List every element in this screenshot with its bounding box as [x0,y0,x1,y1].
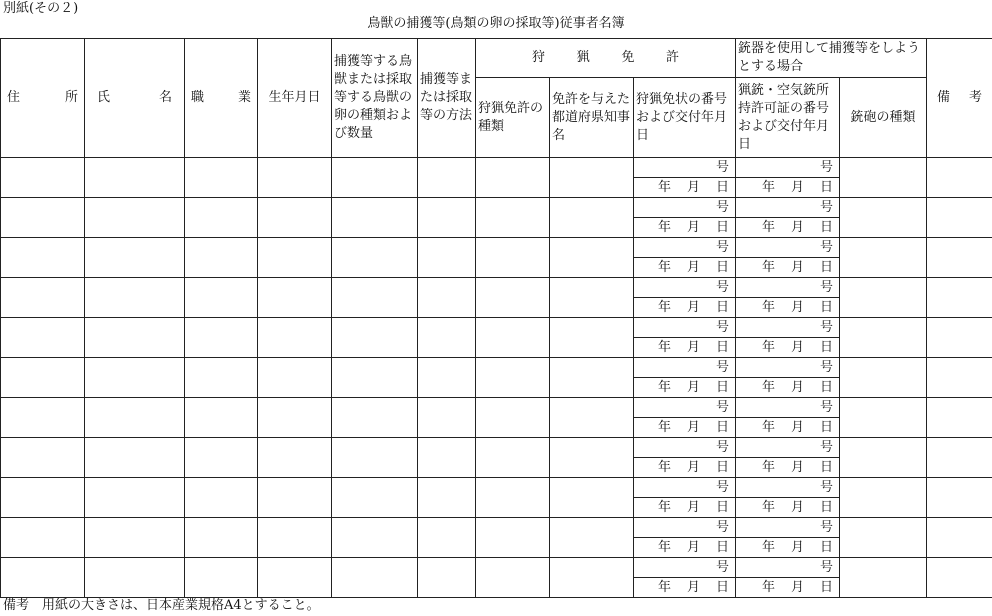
date-unit: 年 [657,579,671,595]
capture-method-cell[interactable] [418,558,476,598]
table-row [1,558,992,578]
date-unit: 日 [716,379,730,395]
birthdate-cell[interactable] [258,198,332,238]
capture-method-cell[interactable] [418,398,476,438]
name-cell[interactable] [85,558,185,598]
header-name: 氏 名 [85,39,185,158]
date-units [736,379,839,397]
form-title: 鳥獣の捕獲等(鳥類の卵の採取等)従事者名簿 [367,16,625,31]
number-suffix: 号 [820,559,834,575]
date-unit: 年 [657,219,671,235]
table-row [1,518,992,538]
species-quantity-cell[interactable] [332,558,418,598]
occupation-cell[interactable] [185,278,258,318]
remarks-cell[interactable] [927,278,992,318]
gun-type-cell[interactable] [840,398,927,438]
address-cell[interactable] [1,438,85,478]
date-units [736,179,839,197]
header-issuing-prefecture: 免許を与えた都道府県知事名 [550,78,634,158]
date-unit: 日 [820,179,834,195]
date-unit: 年 [761,539,775,555]
species-quantity-cell[interactable] [332,198,418,238]
table-row [1,158,992,178]
birthdate-cell[interactable] [258,398,332,438]
header-address: 住 所 [1,39,85,158]
issuing-prefecture-cell[interactable] [550,398,634,438]
header-remarks: 備 考 [927,39,992,158]
header-species-quantity: 捕獲等する鳥獣または採取等する鳥獣の卵の種類および数量 [332,39,418,158]
header-occupation: 職 業 [185,39,258,158]
number-suffix: 号 [820,359,834,375]
header-license-type: 狩猟免許の種類 [476,78,550,158]
name-cell[interactable] [85,158,185,198]
number-suffix: 号 [716,319,730,335]
address-cell[interactable] [1,398,85,438]
license-type-cell[interactable] [476,398,550,438]
occupation-cell[interactable] [185,158,258,198]
date-unit: 日 [716,339,730,355]
remarks-cell[interactable] [927,158,992,198]
date-units [634,219,735,237]
date-unit: 年 [761,459,775,475]
appendix-label: 別紙(その２) [3,1,79,16]
remarks-cell[interactable] [927,518,992,558]
date-unit: 年 [761,579,775,595]
date-unit: 月 [790,459,804,475]
date-unit: 月 [686,579,700,595]
date-unit: 月 [790,299,804,315]
address-cell[interactable] [1,278,85,318]
table-row [1,358,992,378]
date-unit: 月 [686,379,700,395]
footer-note: 備考 用紙の大きさは、日本産業規格A4とすること。 [3,598,320,613]
date-unit: 日 [716,259,730,275]
remarks-cell[interactable] [927,318,992,358]
number-suffix: 号 [820,439,834,455]
gun-permit-date-cell[interactable] [736,258,840,278]
name-cell[interactable] [85,358,185,398]
date-unit: 月 [790,419,804,435]
date-unit: 月 [790,499,804,515]
license-date-cell[interactable] [634,218,736,238]
date-unit: 日 [820,459,834,475]
date-units [634,419,735,437]
species-quantity-cell[interactable] [332,238,418,278]
number-suffix: 号 [820,279,834,295]
date-unit: 月 [790,379,804,395]
occupation-cell[interactable] [185,398,258,438]
header-license-number-date: 狩猟免状の番号および交付年月日 [634,78,736,158]
date-unit: 年 [657,339,671,355]
gun-type-cell[interactable] [840,438,927,478]
date-unit: 年 [657,379,671,395]
gun-permit-date-cell[interactable] [736,538,840,558]
header-gun-use: 銃器を使用して捕獲等をしようとする場合 [736,39,927,78]
date-unit: 日 [820,299,834,315]
date-unit: 月 [686,539,700,555]
license-number-cell[interactable] [634,558,736,578]
gun-permit-date-cell[interactable] [736,418,840,438]
issuing-prefecture-cell[interactable] [550,318,634,358]
species-quantity-cell[interactable] [332,358,418,398]
number-suffix: 号 [716,279,730,295]
gun-type-cell[interactable] [840,518,927,558]
date-units [736,539,839,557]
table-row [1,238,992,258]
roster-table [0,38,992,598]
table-row [1,318,992,338]
date-unit: 日 [820,579,834,595]
issuing-prefecture-cell[interactable] [550,558,634,598]
license-number-cell[interactable] [634,278,736,298]
number-suffix: 号 [820,399,834,415]
date-unit: 日 [820,339,834,355]
number-suffix: 号 [716,519,730,535]
birthdate-cell[interactable] [258,318,332,358]
license-date-cell[interactable] [634,378,736,398]
gun-permit-number-cell[interactable] [736,278,840,298]
header-capture-method: 捕獲等または採取等の方法 [418,39,476,158]
gun-permit-date-cell[interactable] [736,218,840,238]
license-date-cell[interactable] [634,538,736,558]
birthdate-cell[interactable] [258,478,332,518]
date-unit: 日 [716,539,730,555]
issuing-prefecture-cell[interactable] [550,238,634,278]
date-unit: 年 [761,499,775,515]
occupation-cell[interactable] [185,358,258,398]
gun-permit-number-cell[interactable] [736,398,840,418]
license-number-cell[interactable] [634,478,736,498]
date-unit: 日 [820,379,834,395]
license-type-cell[interactable] [476,438,550,478]
roster-rows [1,158,992,598]
capture-method-cell[interactable] [418,318,476,358]
capture-method-cell[interactable] [418,198,476,238]
number-suffix: 号 [716,479,730,495]
table-row [1,278,992,298]
remarks-cell[interactable] [927,478,992,518]
gun-permit-number-cell[interactable] [736,558,840,578]
license-date-cell[interactable] [634,578,736,598]
date-unit: 日 [716,499,730,515]
address-cell[interactable] [1,158,85,198]
date-unit: 年 [657,179,671,195]
date-unit: 年 [761,379,775,395]
license-date-cell[interactable] [634,298,736,318]
gun-permit-number-cell[interactable] [736,358,840,378]
capture-method-cell[interactable] [418,438,476,478]
issuing-prefecture-cell[interactable] [550,438,634,478]
header-hunting-license: 狩 猟 免 許 [476,39,736,78]
occupation-cell[interactable] [185,558,258,598]
birthdate-cell[interactable] [258,278,332,318]
birthdate-cell[interactable] [258,518,332,558]
capture-method-cell[interactable] [418,158,476,198]
gun-permit-date-cell[interactable] [736,458,840,478]
number-suffix: 号 [716,439,730,455]
species-quantity-cell[interactable] [332,438,418,478]
header-gun-permit: 猟銃・空気銃所持許可証の番号および交付年月日 [736,78,840,158]
date-unit: 年 [761,299,775,315]
license-type-cell[interactable] [476,478,550,518]
name-cell[interactable] [85,318,185,358]
birthdate-cell[interactable] [258,358,332,398]
date-unit: 日 [716,179,730,195]
date-unit: 日 [820,419,834,435]
capture-method-cell[interactable] [418,278,476,318]
name-cell[interactable] [85,278,185,318]
species-quantity-cell[interactable] [332,158,418,198]
date-units [736,339,839,357]
issuing-prefecture-cell[interactable] [550,278,634,318]
species-quantity-cell[interactable] [332,478,418,518]
date-unit: 日 [716,219,730,235]
remarks-cell[interactable] [927,438,992,478]
gun-type-cell[interactable] [840,478,927,518]
date-unit: 日 [820,259,834,275]
gun-permit-number-cell[interactable] [736,518,840,538]
date-unit: 月 [686,179,700,195]
occupation-cell[interactable] [185,238,258,278]
number-suffix: 号 [716,199,730,215]
date-unit: 日 [820,219,834,235]
gun-type-cell[interactable] [840,358,927,398]
date-unit: 年 [761,339,775,355]
remarks-cell[interactable] [927,238,992,278]
date-unit: 年 [761,219,775,235]
gun-permit-date-cell[interactable] [736,178,840,198]
birthdate-cell[interactable] [258,438,332,478]
address-cell[interactable] [1,238,85,278]
license-date-cell[interactable] [634,258,736,278]
date-unit: 月 [686,259,700,275]
date-unit: 日 [716,419,730,435]
license-number-cell[interactable] [634,318,736,338]
date-units [634,579,735,597]
address-cell[interactable] [1,318,85,358]
date-unit: 年 [657,539,671,555]
capture-method-cell[interactable] [418,518,476,558]
name-cell[interactable] [85,478,185,518]
date-unit: 月 [790,219,804,235]
capture-method-cell[interactable] [418,238,476,278]
date-unit: 月 [686,219,700,235]
date-unit: 月 [686,459,700,475]
species-quantity-cell[interactable] [332,318,418,358]
gun-permit-number-cell[interactable] [736,238,840,258]
number-suffix: 号 [820,159,834,175]
date-units [634,339,735,357]
occupation-cell[interactable] [185,478,258,518]
gun-permit-date-cell[interactable] [736,378,840,398]
number-suffix: 号 [820,319,834,335]
number-suffix: 号 [716,559,730,575]
license-date-cell[interactable] [634,498,736,518]
name-cell[interactable] [85,518,185,558]
gun-permit-date-cell[interactable] [736,578,840,598]
license-type-cell[interactable] [476,358,550,398]
date-unit: 月 [790,259,804,275]
number-suffix: 号 [716,239,730,255]
address-cell[interactable] [1,518,85,558]
number-suffix: 号 [820,519,834,535]
gun-permit-number-cell[interactable] [736,158,840,178]
date-units [736,499,839,517]
date-unit: 日 [820,499,834,515]
species-quantity-cell[interactable] [332,398,418,438]
license-date-cell[interactable] [634,418,736,438]
address-cell[interactable] [1,358,85,398]
gun-type-cell[interactable] [840,238,927,278]
table-row [1,398,992,418]
date-units [634,459,735,477]
date-unit: 年 [657,299,671,315]
license-type-cell[interactable] [476,278,550,318]
license-number-cell[interactable] [634,238,736,258]
license-type-cell[interactable] [476,318,550,358]
license-number-cell[interactable] [634,358,736,378]
gun-permit-date-cell[interactable] [736,498,840,518]
capture-method-cell[interactable] [418,358,476,398]
species-quantity-cell[interactable] [332,518,418,558]
occupation-cell[interactable] [185,518,258,558]
gun-type-cell[interactable] [840,198,927,238]
date-units [736,419,839,437]
date-units [634,299,735,317]
date-units [634,539,735,557]
date-units [736,219,839,237]
date-unit: 月 [686,499,700,515]
date-unit: 日 [820,539,834,555]
birthdate-cell[interactable] [258,238,332,278]
date-unit: 月 [790,339,804,355]
gun-type-cell[interactable] [840,318,927,358]
license-number-cell[interactable] [634,158,736,178]
address-cell[interactable] [1,198,85,238]
capture-method-cell[interactable] [418,478,476,518]
date-unit: 月 [686,419,700,435]
date-unit: 月 [790,539,804,555]
address-cell[interactable] [1,478,85,518]
date-unit: 日 [716,299,730,315]
license-date-cell[interactable] [634,458,736,478]
date-unit: 年 [761,259,775,275]
issuing-prefecture-cell[interactable] [550,518,634,558]
license-type-cell[interactable] [476,558,550,598]
gun-permit-number-cell[interactable] [736,198,840,218]
license-number-cell[interactable] [634,198,736,218]
date-units [736,579,839,597]
gun-type-cell[interactable] [840,158,927,198]
name-cell[interactable] [85,438,185,478]
license-type-cell[interactable] [476,518,550,558]
date-unit: 年 [657,259,671,275]
address-cell[interactable] [1,558,85,598]
license-type-cell[interactable] [476,158,550,198]
date-unit: 月 [686,339,700,355]
date-unit: 年 [761,419,775,435]
date-units [634,259,735,277]
table-row [1,478,992,498]
gun-permit-date-cell[interactable] [736,338,840,358]
date-unit: 年 [657,499,671,515]
issuing-prefecture-cell[interactable] [550,198,634,238]
license-number-cell[interactable] [634,438,736,458]
date-unit: 日 [716,459,730,475]
header-birthdate: 生年月日 [258,39,332,158]
gun-type-cell[interactable] [840,278,927,318]
license-number-cell[interactable] [634,398,736,418]
date-unit: 月 [790,179,804,195]
issuing-prefecture-cell[interactable] [550,358,634,398]
occupation-cell[interactable] [185,438,258,478]
date-units [736,299,839,317]
table-row [1,438,992,458]
gun-permit-number-cell[interactable] [736,438,840,458]
date-unit: 月 [790,579,804,595]
date-unit: 年 [657,419,671,435]
date-unit: 年 [657,459,671,475]
date-units [736,259,839,277]
gun-permit-number-cell[interactable] [736,318,840,338]
issuing-prefecture-cell[interactable] [550,478,634,518]
name-cell[interactable] [85,398,185,438]
remarks-cell[interactable] [927,558,992,598]
issuing-prefecture-cell[interactable] [550,158,634,198]
number-suffix: 号 [716,399,730,415]
number-suffix: 号 [820,479,834,495]
name-cell[interactable] [85,198,185,238]
number-suffix: 号 [716,159,730,175]
birthdate-cell[interactable] [258,558,332,598]
species-quantity-cell[interactable] [332,278,418,318]
number-suffix: 号 [716,359,730,375]
date-unit: 月 [686,299,700,315]
date-units [736,459,839,477]
license-number-cell[interactable] [634,518,736,538]
license-date-cell[interactable] [634,178,736,198]
remarks-cell[interactable] [927,398,992,438]
occupation-cell[interactable] [185,318,258,358]
license-date-cell[interactable] [634,338,736,358]
gun-type-cell[interactable] [840,558,927,598]
header-gun-type: 銃砲の種類 [840,78,927,158]
name-cell[interactable] [85,238,185,278]
date-units [634,499,735,517]
occupation-cell[interactable] [185,198,258,238]
birthdate-cell[interactable] [258,158,332,198]
gun-permit-number-cell[interactable] [736,478,840,498]
date-units [634,179,735,197]
license-type-cell[interactable] [476,198,550,238]
license-type-cell[interactable] [476,238,550,278]
remarks-cell[interactable] [927,198,992,238]
number-suffix: 号 [820,199,834,215]
number-suffix: 号 [820,239,834,255]
date-unit: 日 [716,579,730,595]
remarks-cell[interactable] [927,358,992,398]
gun-permit-date-cell[interactable] [736,298,840,318]
date-units [634,379,735,397]
date-unit: 年 [761,179,775,195]
table-row [1,198,992,218]
